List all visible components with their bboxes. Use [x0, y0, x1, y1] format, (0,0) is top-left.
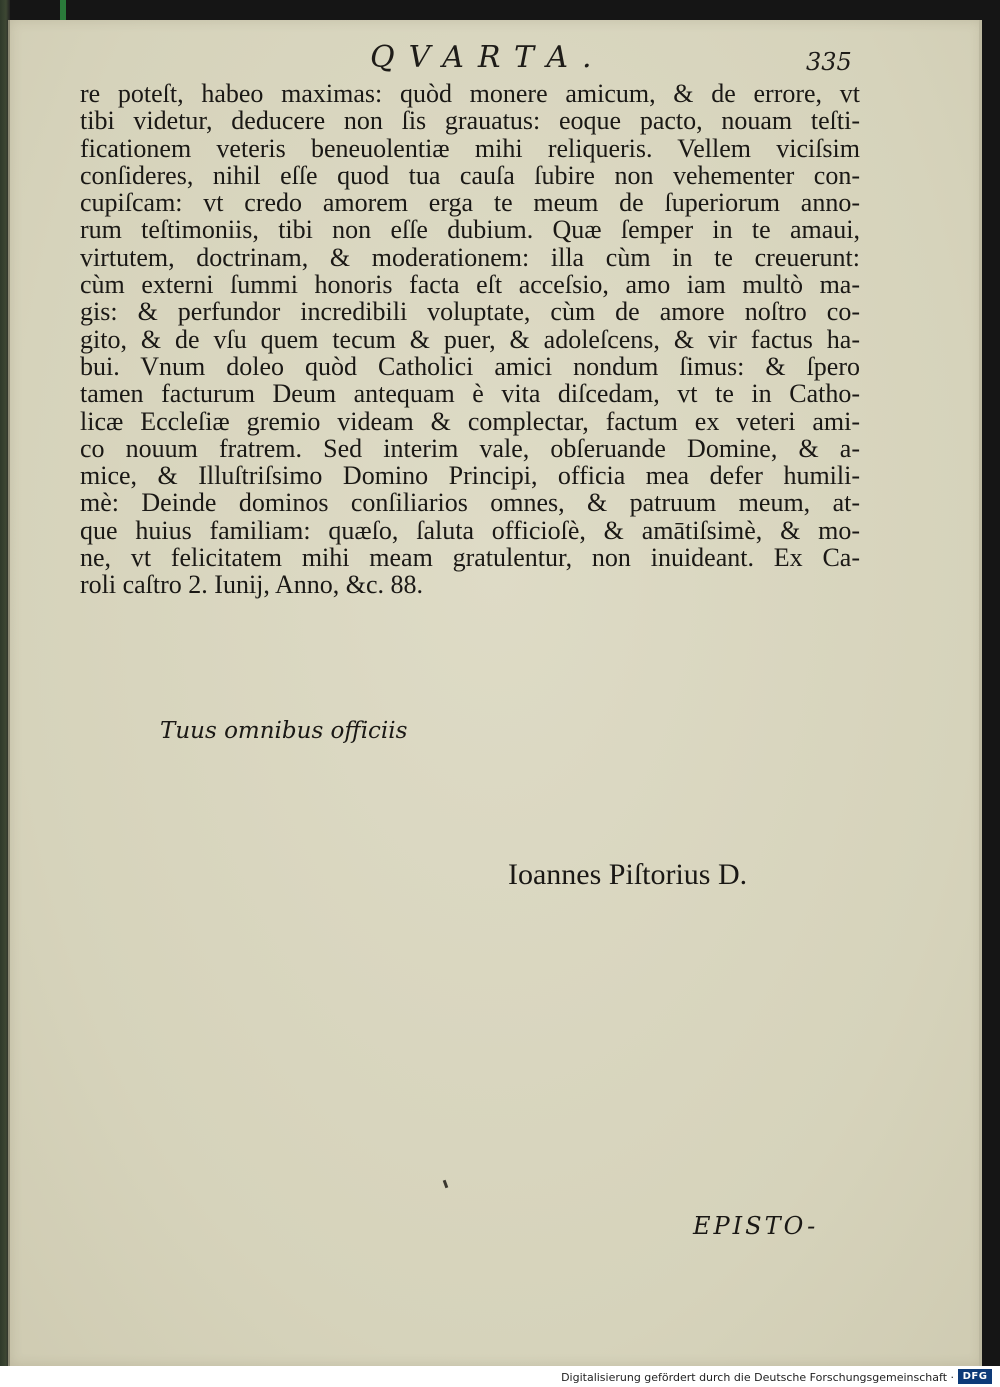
body-text: [80, 80, 860, 599]
text-line: re poteſt, habeo maximas: quòd monere amicum, & de errore, vt: [80, 79, 860, 108]
catchword: EPISTO-: [693, 1212, 819, 1240]
text-line: cupiſcam: vt credo amorem erga te meum de ſuperiorum anno-: [80, 188, 860, 218]
text-line: que huius familiam: quæſo, ſaluta officioſè, & amātiſsimè, & mo-: [80, 515, 860, 545]
text-line: virtutem, doctrinam, & moderationem: illa cùm in te creuerunt:: [80, 242, 860, 272]
text-line: mè: Deinde dominos conſiliarios omnes, & patruum meum, at-: [80, 488, 860, 518]
text-line: bui. Vnum doleo quòd Catholici amici nondum ſimus: & ſpero: [80, 351, 860, 381]
text-line: roli caſtro 2. Iunij, Anno, &c. 88.: [80, 570, 424, 600]
text-line: conſideres, nihil eſſe quod tua cauſa ſubire non vehementer con-: [80, 160, 860, 190]
dfg-logo-icon: DFG: [958, 1369, 992, 1384]
text-line: ficationem veteris beneuolentiæ mihi reliqueris. Vellem viciſsim: [80, 133, 860, 163]
text-line: tibi videtur, deducere non ſis grauatus: eoque pacto, nouam teſti-: [80, 106, 860, 136]
closing-formula: Tuus omnibus officiis: [160, 718, 408, 744]
text-line: gito, & de vſu quem tecum & puer, & adoleſcens, & vir factus ha-: [80, 324, 860, 354]
page-edge: [979, 20, 982, 1366]
green-marker-strip: [60, 0, 66, 22]
text-line: cùm externi ſummi honoris facta eſt acceſsio, amo iam multò ma-: [80, 270, 860, 300]
funding-credit: Digitalisierung gefördert durch die Deutsche Forschungsgemeinschaft ·: [561, 1371, 954, 1384]
text-line: mice, & Illuſtriſsimo Domino Principi, officia mea defer humili-: [80, 461, 860, 491]
running-head: QVARTA.: [370, 40, 606, 75]
footer-bar: [0, 1366, 1000, 1387]
text-line: co nouum fratrem. Sed interim vale, obſeruande Domine, & a-: [80, 433, 860, 463]
text-line: ne, vt felicitatem mihi meam gratulentur, non inuideant. Ex Ca-: [80, 543, 860, 573]
text-line: tamen facturum Deum antequam è vita diſcedam, vt te in Catho-: [80, 379, 860, 409]
text-line: gis: & perfundor incredibili voluptate, cùm de amore noſtro co-: [80, 297, 860, 327]
page-number: 335: [806, 48, 852, 76]
text-line: licæ Eccleſiæ gremio videam & complectar, factum ex veteri ami-: [80, 406, 860, 436]
signature: Ioannes Piſtorius D.: [508, 858, 748, 891]
text-line: rum teſtimoniis, tibi non eſſe dubium. Quæ ſemper in te amaui,: [80, 215, 860, 245]
